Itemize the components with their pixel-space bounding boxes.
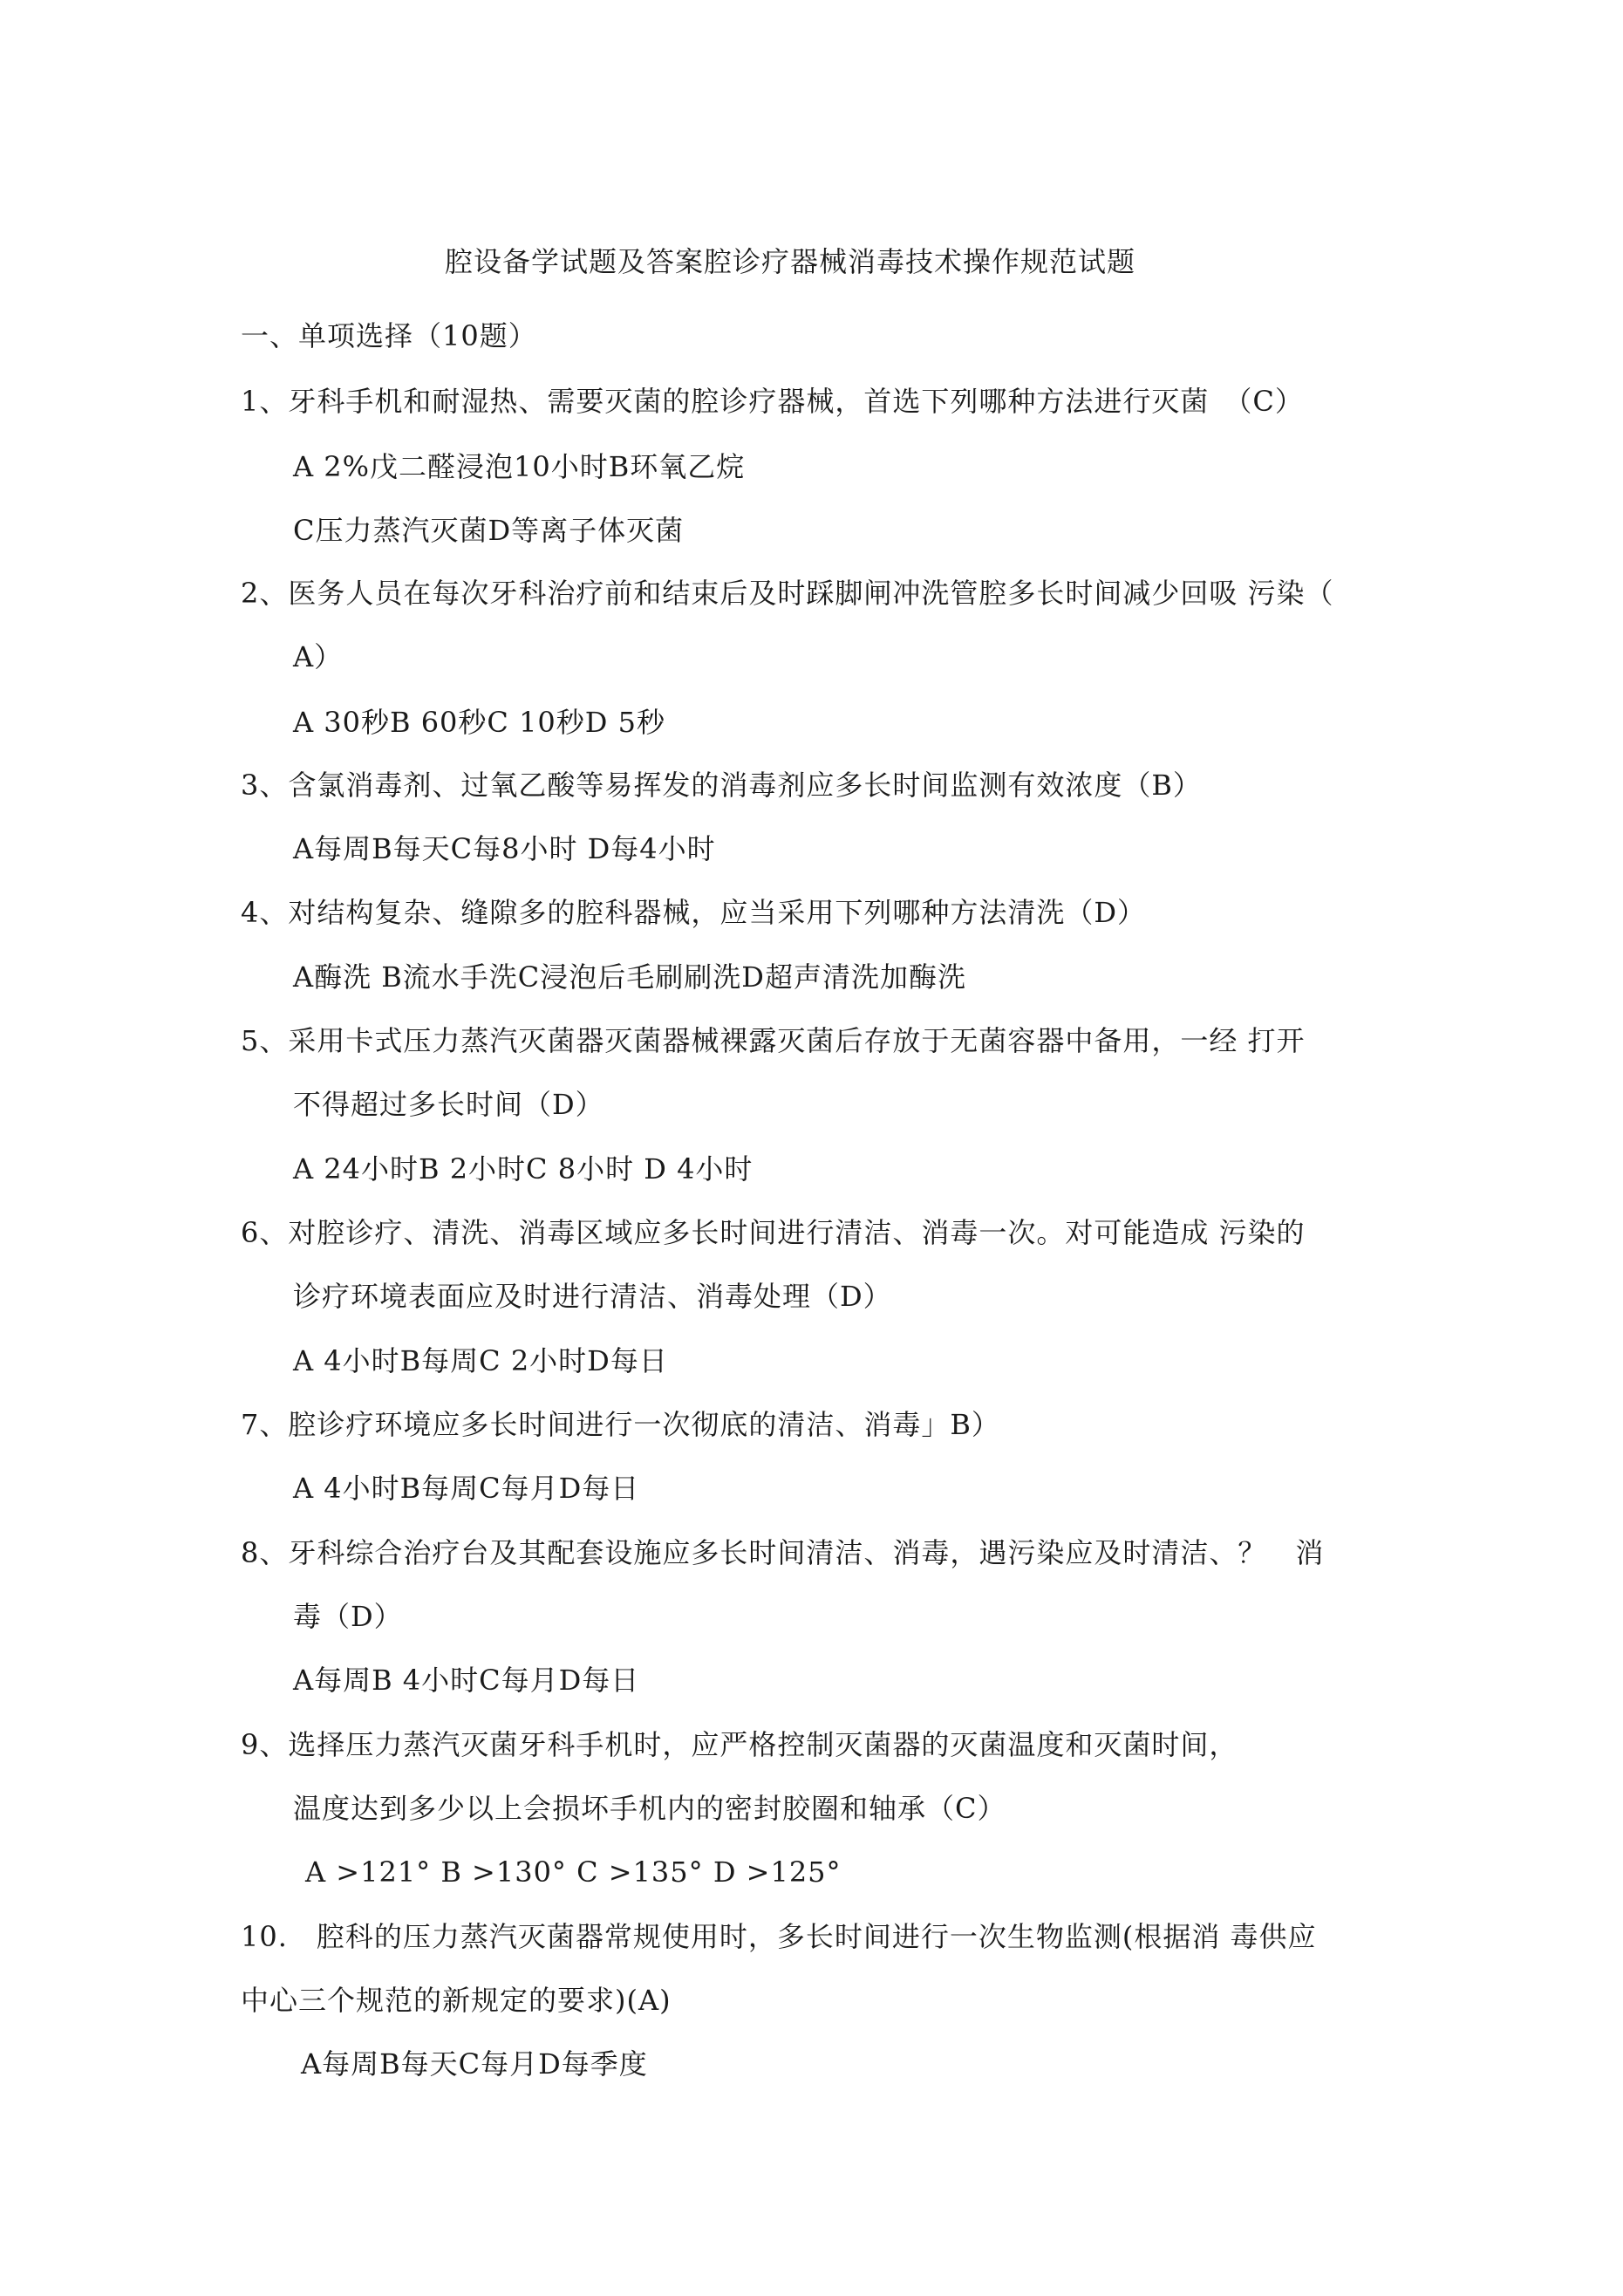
question-10-text: 10. 腔科的压力蒸汽灭菌器常规使用时，多长时间进行一次生物监测(根据消 毒供应 [241, 1920, 1317, 1953]
question-1-text: 1、牙科手机和耐湿热、需要灭菌的腔诊疗器械，首选下列哪种方法进行灭菌 （C） [241, 385, 1304, 418]
question-4-options: A酶洗 B流水手洗C浸泡后毛刷刷洗D超声清洗加酶洗 [293, 960, 966, 994]
question-2-text-continued: A） [293, 640, 344, 673]
question-9-text: 9、选择压力蒸汽灭菌牙科手机时，应严格控制灭菌器的灭菌温度和灭菌时间， [241, 1728, 1238, 1761]
question-8-options: A每周B 4小时C每月D每日 [293, 1664, 640, 1697]
question-1-options-line-1: A 2%戊二醛浸泡10小时B环氧乙烷 [293, 450, 746, 483]
question-5-text: 5、采用卡式压力蒸汽灭菌器灭菌器械裸露灭菌后存放于无菌容器中备用，一经 打开 [241, 1024, 1306, 1057]
section-heading: 一、单项选择（10题） [241, 319, 537, 352]
question-1-options-line-2: C压力蒸汽灭菌D等离子体灭菌 [293, 514, 685, 547]
question-6-options: A 4小时B每周C 2小时D每日 [293, 1344, 668, 1377]
question-5-options: A 24小时B 2小时C 8小时 D 4小时 [293, 1152, 754, 1186]
page-title: 腔设备学试题及答案腔诊疗器械消毒技术操作规范试题 [445, 245, 1136, 278]
question-5-text-continued: 不得超过多长时间（D） [293, 1088, 604, 1121]
question-8-text-continued: 毒（D） [293, 1600, 403, 1633]
question-6-text: 6、对腔诊疗、清洗、消毒区域应多长时间进行清洁、消毒一次。对可能造成 污染的 [241, 1216, 1306, 1249]
question-6-text-continued: 诊疗环境表面应及时进行清洁、消毒处理（D） [293, 1280, 892, 1313]
question-3-options: A每周B每天C每8小时 D每4小时 [293, 832, 716, 865]
question-10-options: A每周B每天C每月D每季度 [301, 2047, 648, 2081]
question-4-text: 4、对结构复杂、缝隙多的腔科器械，应当采用下列哪种方法清洗（D） [241, 896, 1147, 929]
question-7-options: A 4小时B每周C每月D每日 [293, 1472, 640, 1505]
question-9-text-continued: 温度达到多少以上会损坏手机内的密封胶圈和轴承（C） [293, 1792, 1006, 1825]
question-10-text-continued: 中心三个规范的新规定的要求)(A) [241, 1984, 672, 2017]
question-9-options: A >121° B >130° C >135° D >125° [305, 1855, 842, 1889]
question-3-text: 3、含氯消毒剂、过氧乙酸等易挥发的消毒剂应多长时间监测有效浓度（B） [241, 769, 1202, 802]
question-2-text: 2、医务人员在每次牙科治疗前和结束后及时踩脚闸冲洗管腔多长时间减少回吸 污染（ [241, 577, 1334, 610]
question-2-options: A 30秒B 60秒C 10秒D 5秒 [293, 706, 665, 739]
question-8-text: 8、牙科综合治疗台及其配套设施应多长时间清洁、消毒，遇污染应及时清洁、？ 消 [241, 1536, 1325, 1569]
question-7-text: 7、腔诊疗环境应多长时间进行一次彻底的清洁、消毒」B） [241, 1408, 1000, 1441]
